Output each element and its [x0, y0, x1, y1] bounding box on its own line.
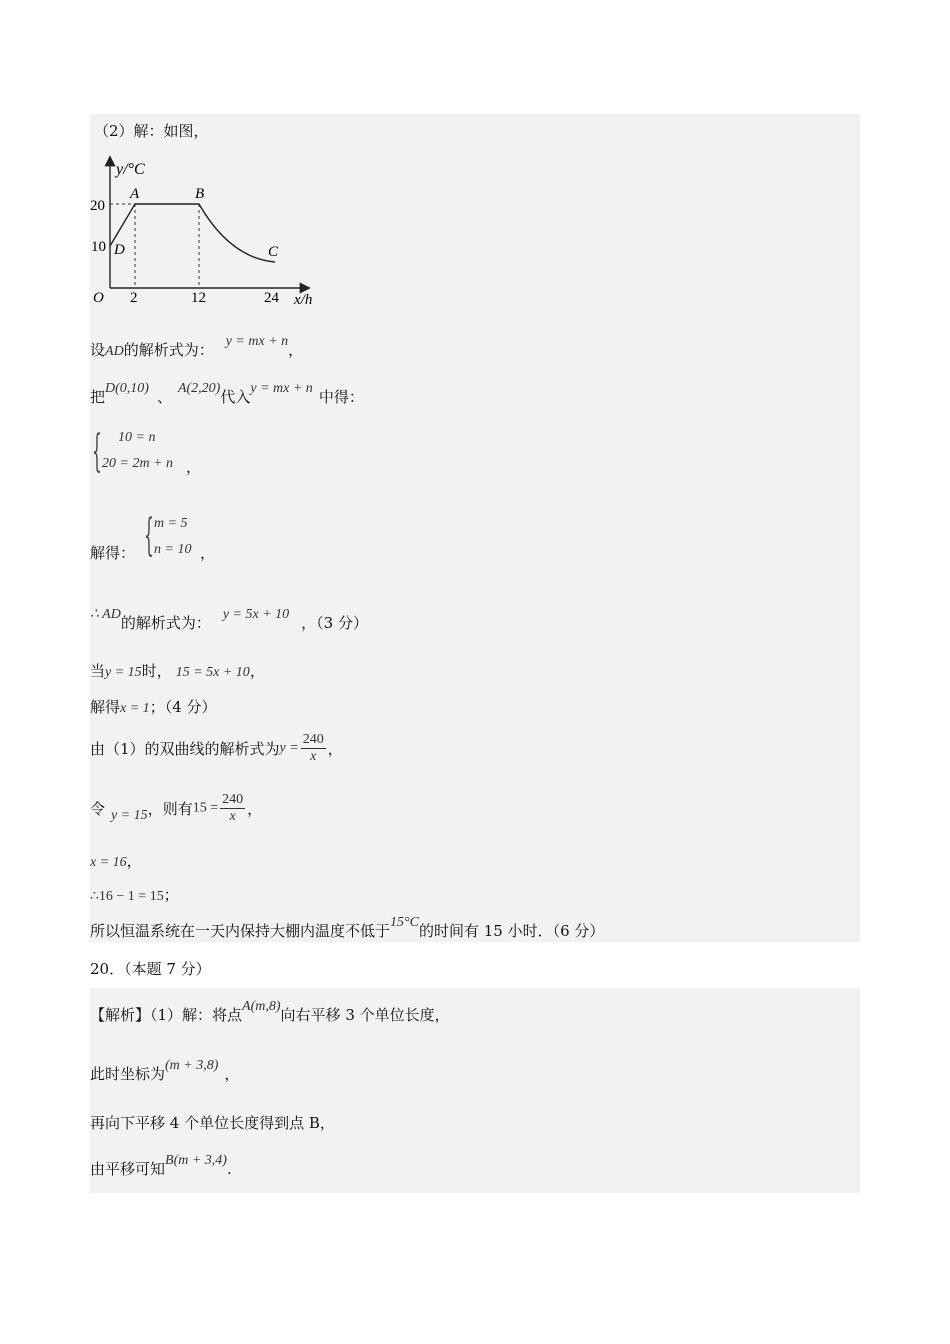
x-axis-label: x/h: [294, 292, 313, 308]
fraction-240-x: [301, 732, 326, 765]
text: ，: [126, 852, 142, 870]
equation-system-1: { 10 = n 20 = 2m + n ，: [92, 426, 202, 477]
text: 所以恒温系统在一天内保持大棚内温度不低于: [90, 922, 391, 940]
point-b-label: B: [195, 186, 205, 202]
math-ymxn-2: y = mx + n: [250, 381, 313, 396]
text: ，则有: [147, 800, 193, 818]
equation-system-2: { m = 5 n = 10 ，: [144, 510, 216, 562]
math-15c: 15°C: [390, 915, 419, 930]
text: 的解析式为：: [120, 614, 211, 632]
x-tick-12: 12: [191, 290, 206, 306]
math-y15-2: y = 15: [111, 807, 148, 823]
text: 解得: [90, 698, 121, 716]
sys2-row1: m = 5: [154, 516, 188, 531]
sys1-row1: 10 = n: [118, 430, 156, 445]
line-solved: [90, 542, 135, 563]
text: ，: [327, 740, 343, 758]
math-16-1: ∴16 − 1 = 15: [90, 889, 164, 904]
text: 令: [90, 800, 106, 818]
fraction-den: x: [229, 809, 236, 824]
y-tick-20: 20: [90, 198, 105, 214]
line-translate-down: 再向下平移 4 个单位长度得到点 B，: [90, 1114, 335, 1132]
temperature-graph: [90, 154, 330, 314]
math-x16: x = 16: [90, 855, 127, 870]
line-x1: [90, 696, 217, 717]
part2-intro: （2）解：如图，: [94, 122, 209, 140]
fraction-240-x-2: [220, 792, 245, 825]
math-a: A(2,20): [177, 381, 221, 396]
text: ，: [224, 1065, 240, 1083]
math-b-m3-4: B(m + 3,4): [165, 1153, 227, 1168]
x-tick-2: 2: [130, 290, 138, 306]
line-when: [90, 660, 265, 681]
text: 由平移可知: [90, 1160, 166, 1178]
fraction-den: x: [310, 749, 317, 764]
math-m3-8: (m + 3,8): [165, 1058, 219, 1073]
math-15-eq: 15 =: [192, 800, 219, 816]
line-conclusion: [90, 915, 605, 941]
text: ；（4 分）: [149, 698, 217, 716]
line-ad-result: [90, 607, 368, 633]
point-a-label: A: [130, 186, 140, 202]
text: 由（1）的双曲线的解析式为: [90, 740, 280, 758]
line-point-b: [90, 1153, 232, 1179]
math-x1: x = 1: [120, 701, 150, 716]
fraction-num: 240: [222, 792, 244, 807]
line-set-ad: [90, 334, 304, 360]
text: 【解析】（1）解：将点: [90, 1006, 243, 1024]
text: ，（3 分）: [301, 614, 368, 632]
math-therefore-ad: ∴ AD: [90, 607, 121, 622]
fraction-num: 240: [302, 732, 324, 747]
y-tick-10: 10: [91, 239, 106, 255]
x-tick-24: 24: [264, 290, 279, 306]
solution-block-part2: [90, 114, 860, 942]
origin-label: O: [93, 290, 104, 306]
math-y15: y = 15: [105, 665, 142, 680]
math-ymxn: y = mx + n: [225, 334, 289, 349]
text: 代入: [220, 388, 251, 406]
text: 中得：: [318, 388, 364, 406]
solution-block-q20: [90, 988, 860, 1193]
sys2-end: ，: [200, 544, 216, 562]
line-x16: [90, 850, 142, 871]
math-y5x10: y = 5x + 10: [222, 607, 290, 622]
math-ad: AD: [105, 344, 124, 359]
line-hyperbola: [90, 732, 343, 765]
text: 向右平移 3 个单位长度，: [280, 1006, 450, 1024]
line-substitute: [90, 381, 364, 407]
text: ；: [163, 886, 179, 904]
sys1-row2: 20 = 2m + n: [102, 456, 174, 471]
text: ，: [249, 662, 265, 680]
line-let: [90, 792, 262, 825]
math-a-m8: A(m,8): [242, 999, 281, 1014]
y-axis-label: y/°C: [116, 161, 145, 178]
text: 此时坐标为: [90, 1065, 166, 1083]
math-y-eq: y =: [279, 740, 299, 756]
text: .: [226, 1160, 232, 1178]
question-20-heading: 20．（本题 7 分）: [90, 960, 211, 978]
text: 设: [90, 341, 106, 359]
text: 时，: [141, 662, 172, 680]
line-translate-right: [90, 999, 450, 1025]
point-c-label: C: [268, 244, 279, 260]
math-d: D(0,10): [105, 381, 149, 396]
text: 当: [90, 662, 106, 680]
sys1-end: ，: [186, 458, 202, 476]
text: 、: [156, 388, 172, 406]
text: 的解析式为：: [123, 341, 214, 359]
sys2-row2: n = 10: [154, 542, 192, 557]
math-15eq: 15 = 5x + 10: [175, 665, 250, 680]
point-d-label: D: [114, 242, 125, 258]
line-difference: [90, 884, 179, 905]
text: 解得：: [90, 544, 136, 562]
line-coordinates: [90, 1058, 240, 1084]
text: 把: [90, 388, 106, 406]
text: ，: [288, 341, 304, 359]
text: ，: [247, 800, 263, 818]
text: 的时间有 15 小时．（6 分）: [418, 922, 605, 940]
